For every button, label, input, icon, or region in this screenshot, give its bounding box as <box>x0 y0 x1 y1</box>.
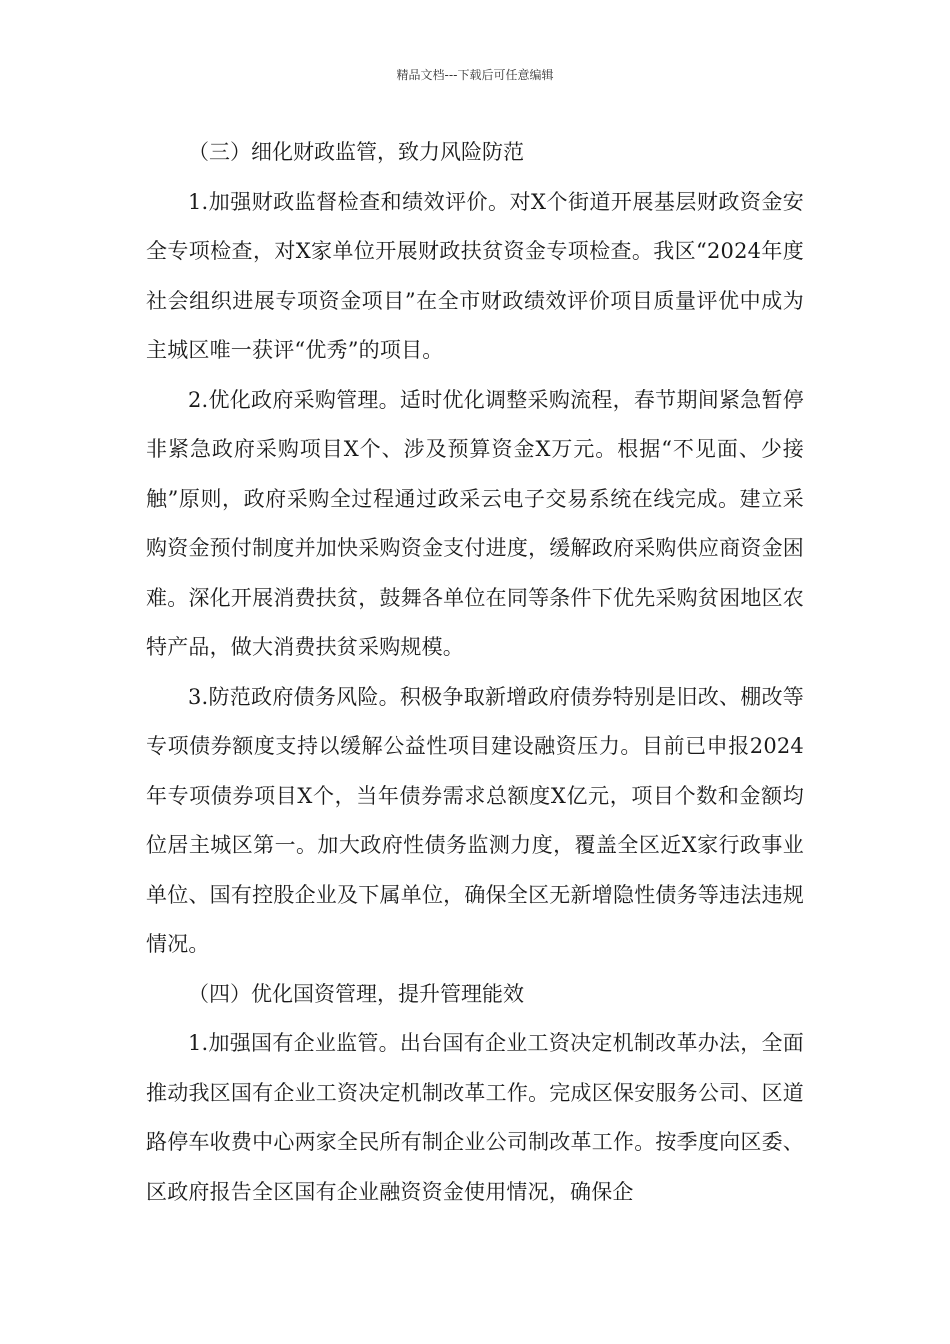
section-heading-4: （四）优化国资管理，提升管理能效 <box>188 981 524 1006</box>
paragraph-procurement: 2.优化政府采购管理。适时优化调整采购流程，春节期间紧急暂停非紧急政府采购项目X个、涉及预算资金X万元。根据“不见面、少接触”原则，政府采购全过程通过政采云电子交易系统在线完成。建立采购资金预付制度并加快采购资金支付进度，缓解政府采购供应商资金困难。深化开展消费扶贫，鼓舞各单位在同等条件下优先采购贫困地区农特产品，做大消费扶贫采购规模。 <box>146 387 804 659</box>
document-body <box>146 128 804 1217</box>
paragraph-debt-risk: 3.防范政府债务风险。积极争取新增政府债券特别是旧改、棚改等专项债券额度支持以缓解公益性项目建设融资压力。目前已申报2024年专项债券项目X个，当年债券需求总额度X亿元，项目个数和金额均位居主城区第一。加大政府性债务监测力度，覆盖全区近X家行政事业单位、国有控股企业及下属单位，确保全区无新增隐性债务等违法违规情况。 <box>146 684 804 956</box>
paragraph-supervision: 1.加强财政监督检查和绩效评价。对X个街道开展基层财政资金安全专项检查，对X家单位开展财政扶贫资金专项检查。我区“2024年度社会组织进展专项资金项目”在全市财政绩效评价项目质量评优中成为主城区唯一获评“优秀”的项目。 <box>146 189 804 362</box>
page-header: 精品文档---下载后可任意编辑 <box>396 68 554 82</box>
section-heading-3: （三）细化财政监管，致力风险防范 <box>188 140 524 164</box>
paragraph-state-enterprise: 1.加强国有企业监管。出台国有企业工资决定机制改革办法，全面推动我区国有企业工资决定机制改革工作。完成区保安服务公司、区道路停车收费中心两家全民所有制企业公司制改革工作。按季度向区委、区政府报告全区国有企业融资资金使用情况，确保企 <box>146 1031 804 1204</box>
